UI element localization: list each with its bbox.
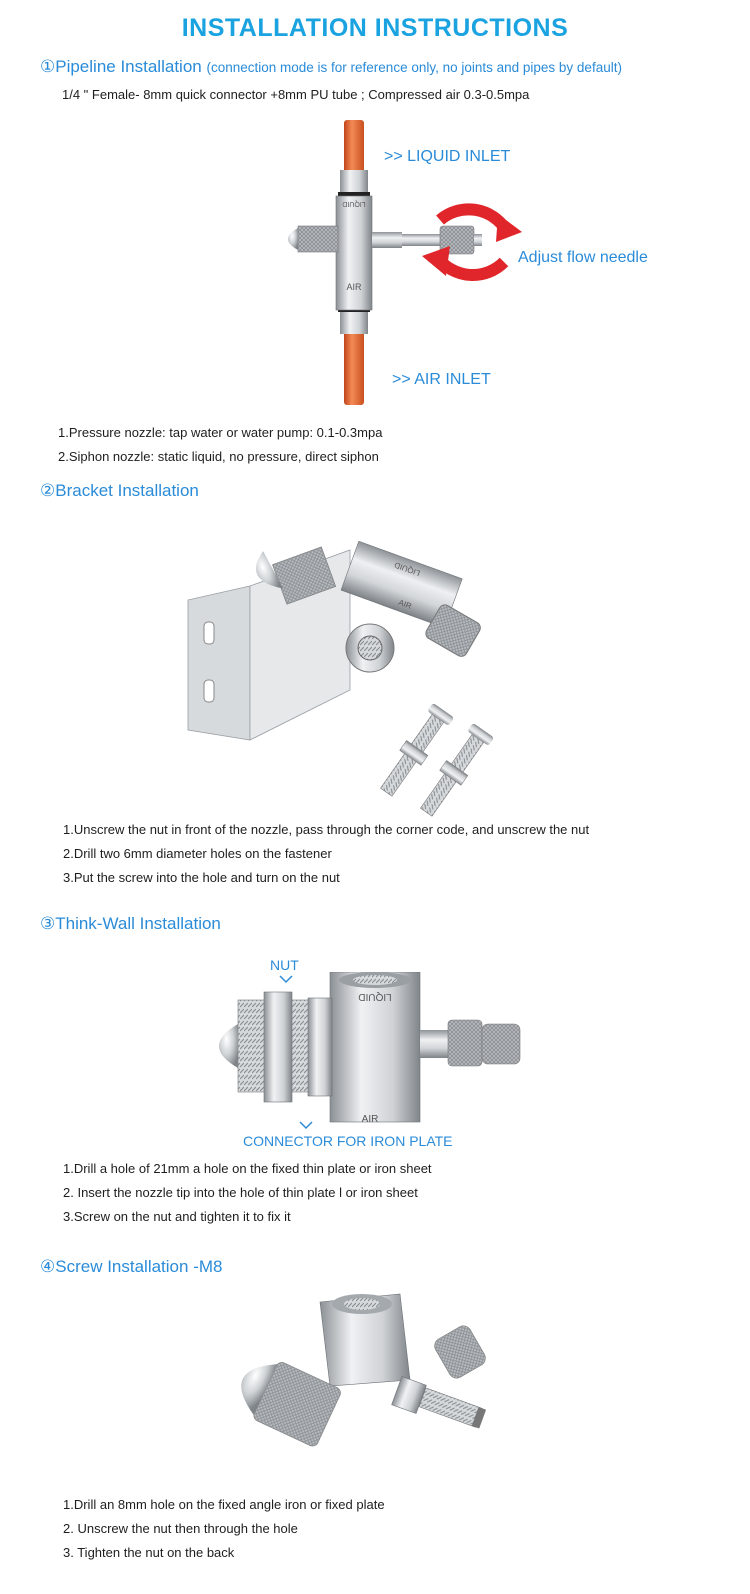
bracket-step-2: 2.Drill two 6mm diameter holes on the fastener — [63, 846, 332, 861]
section-heading-screw: ④Screw Installation -M8 — [40, 1257, 223, 1276]
pipeline-intro: 1/4 " Female- 8mm quick connector +8mm PU tube ; Compressed air 0.3-0.5mpa — [62, 87, 530, 102]
thinwall-body-top-label: LIQUID — [358, 991, 392, 1002]
body-bottom-label: AIR — [346, 282, 362, 292]
angle-bracket — [188, 586, 250, 740]
adjust-needle-label: Adjust flow needle — [518, 249, 648, 266]
plate-connector — [308, 998, 332, 1096]
thinwall-needle-knob — [448, 1020, 482, 1066]
thinwall-nozzle-illustration — [200, 972, 530, 1132]
page-title: INSTALLATION INSTRUCTIONS — [181, 14, 569, 42]
bracket-step-3: 3.Put the screw into the hole and turn on the nut — [63, 870, 340, 885]
section-subheading: (connection mode is for reference only, no joints and pipes by default) — [206, 60, 622, 75]
bottom-connector — [340, 310, 368, 334]
screw-step-1: 1.Drill an 8mm hole on the fixed angle iron or fixed plate — [63, 1497, 385, 1512]
m8-screw — [419, 1388, 482, 1427]
air-tube — [344, 330, 364, 405]
thinwall-body-bottom-label: AIR — [361, 1114, 379, 1125]
connector-label: CONNECTOR FOR IRON PLATE — [243, 1133, 453, 1149]
screw-step-3: 3. Tighten the nut on the back — [63, 1545, 235, 1560]
body-top-label: LIQUID — [342, 200, 366, 207]
section-heading-bracket: ②Bracket Installation — [40, 481, 199, 500]
bracket-body-bottom-label: AIR — [397, 597, 413, 611]
bracket-nozzle-illustration — [180, 520, 500, 820]
pipeline-step-1: 1.Pressure nozzle: tap water or water pump: 0.1-0.3mpa — [58, 425, 383, 440]
section-heading-text: ①Pipeline Installation — [40, 57, 202, 76]
thinwall-step-3: 3.Screw on the nut and tighten it to fix it — [63, 1209, 291, 1224]
bracket-body-top-label: LIQUID — [393, 560, 422, 578]
thinwall-step-1: 1.Drill a hole of 21mm a hole on the fixed thin plate or iron sheet — [63, 1161, 432, 1176]
top-connector — [340, 170, 368, 194]
screw-step-2: 2. Unscrew the nut then through the hole — [63, 1521, 298, 1536]
section-heading-thinwall: ③Think-Wall Installation — [40, 914, 221, 933]
thinwall-step-2: 2. Insert the nozzle tip into the hole of thin plate l or iron sheet — [63, 1185, 418, 1200]
liquid-inlet-label: >> LIQUID INLET — [384, 148, 511, 165]
nozzle-tip — [288, 228, 298, 250]
screw-nozzle-illustration — [200, 1290, 520, 1490]
hex-nut — [264, 992, 292, 1102]
nozzle-body — [336, 196, 372, 310]
thinwall-nozzle-tip — [219, 1024, 238, 1068]
pipeline-step-2: 2.Siphon nozzle: static liquid, no pressure, direct siphon — [58, 449, 379, 464]
section-heading-pipeline — [40, 57, 622, 77]
air-inlet-label: >> AIR INLET — [392, 371, 491, 388]
nut-label: NUT — [270, 957, 299, 973]
bracket-step-1: 1.Unscrew the nut in front of the nozzle, pass through the corner code, and unscrew the nut — [63, 822, 590, 837]
front-nut — [298, 226, 338, 252]
